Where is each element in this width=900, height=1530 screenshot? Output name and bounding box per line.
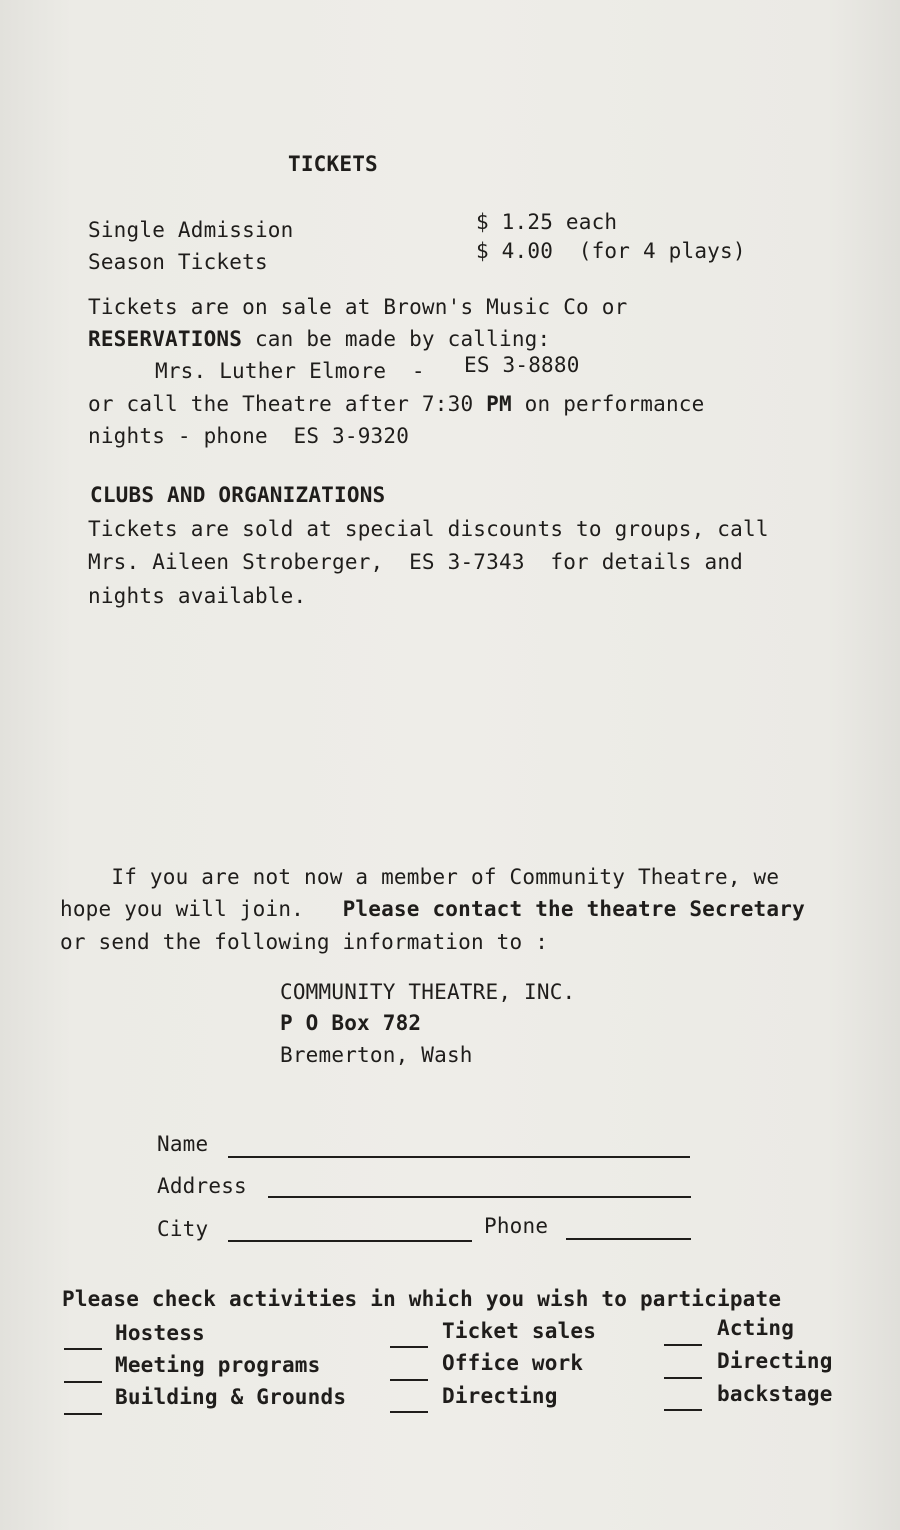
single-admission-price: $ 1.25 each [476, 210, 618, 234]
clubs-line-2-post: for details and [524, 550, 744, 574]
activities-prompt: Please check activities in which you wish to participate [62, 1287, 782, 1311]
nights-phone-number: ES 3-9320 [293, 424, 410, 448]
clubs-phone: ES 3-7343 [409, 550, 525, 574]
activity-backstage: backstage [717, 1382, 833, 1406]
reservations-word: RESERVATIONS [88, 327, 243, 351]
clubs-line-3: nights available. [88, 584, 307, 608]
activity-meeting-programs: Meeting programs [115, 1353, 321, 1377]
theatre-call-pm: PM [486, 392, 512, 416]
activity-ticket-sales: Ticket sales [442, 1319, 597, 1343]
season-tickets-price: $ 4.00 (for 4 plays) [476, 239, 746, 263]
activity-acting: Acting [717, 1316, 795, 1340]
checkbox-directing-col2[interactable] [390, 1411, 428, 1413]
address-city: Bremerton, Wash [280, 1043, 473, 1067]
reservations-line [88, 329, 550, 350]
tickets-heading: TICKETS [288, 152, 378, 176]
name-field-line[interactable] [228, 1156, 690, 1158]
phone-field-line[interactable] [566, 1238, 691, 1240]
membership-line-2-bold: Please contact the theatre Secretary [342, 897, 805, 921]
checkbox-hostess[interactable] [64, 1348, 102, 1350]
address-label: Address [157, 1174, 247, 1198]
single-admission-label: Single Admission [88, 218, 294, 242]
address-org: COMMUNITY THEATRE, INC. [280, 980, 576, 1004]
checkbox-directing-col3[interactable] [664, 1377, 702, 1379]
nights-phone-pre: nights - phone [88, 424, 294, 448]
membership-line-2 [60, 899, 805, 920]
checkbox-meeting-programs[interactable] [64, 1381, 102, 1383]
address-box: P O Box 782 [280, 1011, 422, 1035]
city-field-line[interactable] [228, 1240, 472, 1242]
address-field-line[interactable] [268, 1196, 691, 1198]
checkbox-building-grounds[interactable] [64, 1413, 102, 1415]
tickets-sale-line: Tickets are on sale at Brown's Music Co or [88, 295, 628, 319]
checkbox-acting[interactable] [664, 1344, 702, 1346]
city-label: City [157, 1217, 209, 1241]
phone-label: Phone [484, 1214, 549, 1238]
membership-line-2-pre: hope you will join. [60, 897, 343, 921]
activity-office-work: Office work [442, 1351, 584, 1375]
theatre-call-line [88, 394, 704, 415]
contact-name: Mrs. Luther Elmore - [155, 359, 425, 383]
clubs-line-2-pre: Mrs. Aileen Stroberger, [88, 550, 410, 574]
membership-line-3: or send the following information to : [60, 930, 549, 954]
activity-directing-col2: Directing [442, 1384, 558, 1408]
nights-phone-line [88, 426, 409, 447]
season-tickets-label: Season Tickets [88, 250, 268, 274]
clubs-line-1: Tickets are sold at special discounts to groups, call [88, 517, 769, 541]
name-label: Name [157, 1132, 209, 1156]
theatre-call-post: on performance [511, 392, 705, 416]
activity-hostess: Hostess [115, 1321, 205, 1345]
contact-phone: ES 3-8880 [464, 353, 580, 377]
checkbox-backstage[interactable] [664, 1409, 702, 1411]
clubs-line-2 [88, 552, 743, 573]
checkbox-office-work[interactable] [390, 1379, 428, 1381]
reservations-rest: can be made by calling: [242, 327, 551, 351]
checkbox-ticket-sales[interactable] [390, 1346, 428, 1348]
membership-line-1: If you are not now a member of Community Theatre, we [60, 865, 780, 889]
clubs-heading: CLUBS AND ORGANIZATIONS [90, 483, 386, 507]
theatre-call-pre: or call the Theatre after 7:30 [88, 392, 487, 416]
activity-building-grounds: Building & Grounds [115, 1385, 347, 1409]
activity-directing-col3: Directing [717, 1349, 833, 1373]
